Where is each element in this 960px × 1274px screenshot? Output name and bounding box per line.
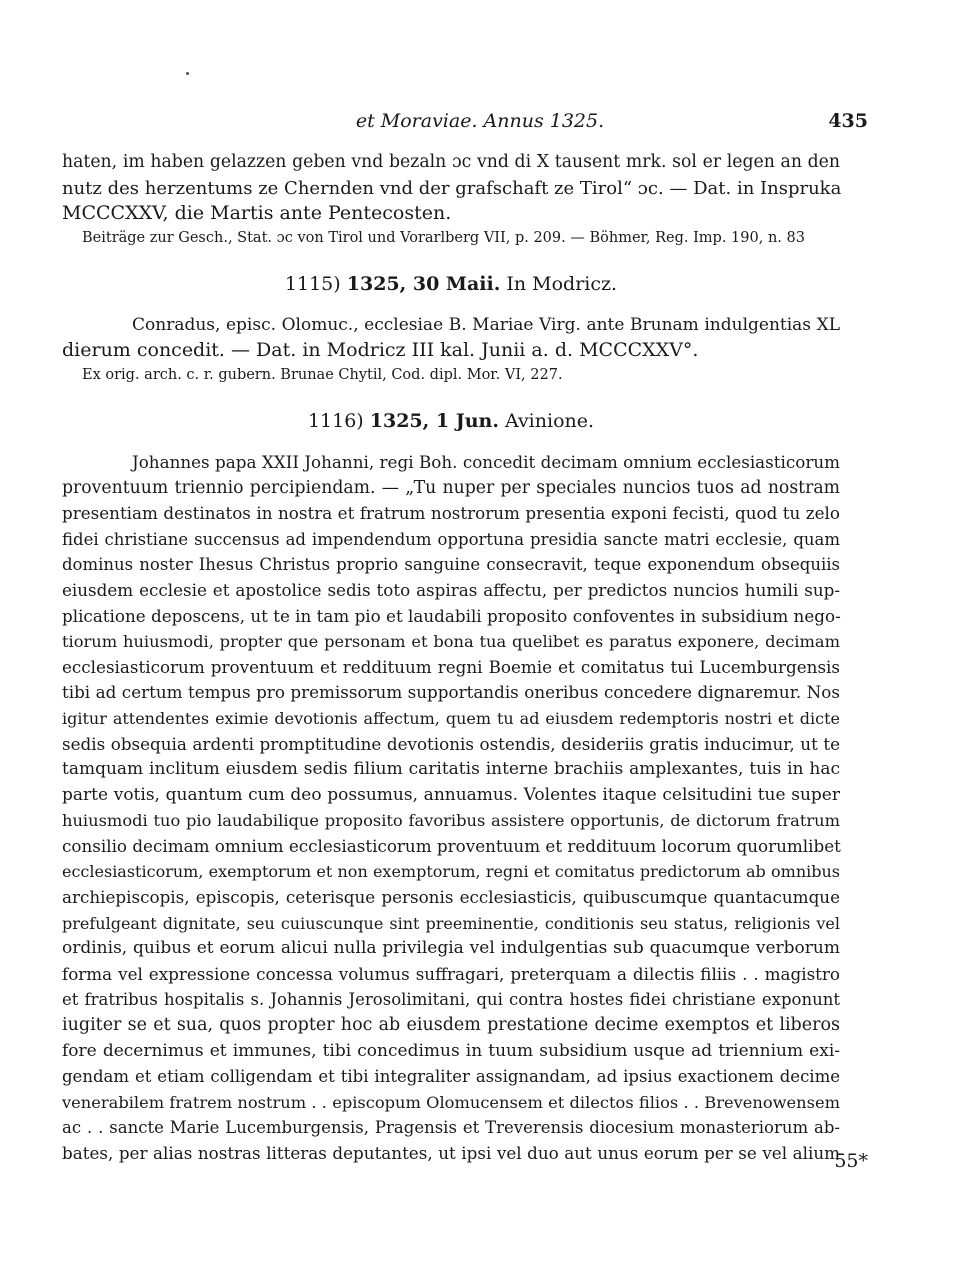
text-line: ecclesiasticorum proventuum et reddituum regni Boemie et comitatus tui Lucemburgensis [62,656,840,677]
continuation-paragraph [62,150,840,227]
doc-date: 1325, 1 Jun. [369,409,499,432]
text-line: ordinis, quibus et eorum alicui nulla privilegia vel indulgentias sub quacumque verborum [62,938,840,959]
doc-place: In Modricz. [506,272,618,295]
doc-date: 1325, 30 Maii. [346,272,501,295]
doc-number: 1116) [307,409,364,432]
text-line: tamquam inclitum eiusdem sedis filium caritatis interne brachiis amplexantes, tuis in hac [62,759,840,780]
doc-number: 1115) [284,272,341,295]
text-line: igitur attendentes eximie devotionis affectum, quem tu ad eiusdem redemptoris nostri et dicte [62,708,840,728]
text-line: ecclesiasticorum, exemptorum et non exemptorum, regni et comitatus predictorum ab omnibus [62,862,840,882]
text-line: MCCCXXV, die Martis ante Pentecosten. [62,202,452,225]
text-line: dierum concedit. — Dat. in Modricz III kal. Junii a. d. MCCCXXV°. [62,339,699,362]
doc-heading-1115 [62,271,840,297]
text-line: bates, per alias nostras litteras deputantes, ut ipsi vel duo aut unus eorum per se vel alium [62,1143,840,1163]
doc-place: Avinione. [505,409,595,432]
text-line: proventuum triennio percipiendam. — „Tu nuper per speciales nuncios tuos ad nostram [62,477,840,498]
text-line: ac . . sancte Marie Lucemburgensis, Pragensis et Treverensis diocesium monasteriorum ab- [62,1118,840,1138]
running-head [0,110,960,140]
speck-mark [186,72,189,75]
text-line: et fratribus hospitalis s. Johannis Jerosolimitani, qui contra hostes fidei christiane exponunt [62,990,840,1010]
text-line: fore decernimus et immunes, tibi concedimus in tuum subsidium usque ad triennium exi- [62,1040,840,1061]
text-line: huiusmodi tuo pio laudabilique proposito favoribus assistere opportunis, de dictorum fratrum [62,811,840,831]
text-line: gendam et etiam colligendam et tibi integraliter assignandam, ad ipsius exactionem decime [62,1067,840,1087]
text-line: eiusdem ecclesie et apostolice sedis toto aspiras affectu, per predictos nuncios humili sup- [62,579,840,600]
text-line: tibi ad certum tempus pro premissorum supportandis oneribus concedere dignaremur. Nos [62,682,840,703]
page-number: 435 [828,110,868,132]
running-head-title: et Moraviae. Annus 1325. [355,110,605,132]
text-line: dominus noster Ihesus Christus proprio sanguine consecravit, teque exponendum obsequiis [62,555,840,575]
text-line: iugiter se et sua, quos propter hoc ab eiusdem prestatione decime exemptos et liberos [62,1015,840,1036]
doc-1116-text [62,450,840,1167]
text-line: nutz des herzentums ze Chernden vnd der grafschaft ze Tirol“ ɔc. — Dat. in Inspruka [62,177,842,199]
source-note: Beiträge zur Gesch., Stat. ɔc von Tirol und Vorarlberg VII, p. 209. — Böhmer, Reg. Imp. 190, n. 83 [82,229,805,246]
text-line: Conradus, episc. Olomuc., ecclesiae B. Mariae Virg. ante Brunam indulgentias XL [132,314,840,335]
text-line: prefulgeant dignitate, seu cuiuscunque sint preeminentie, conditionis seu status, religionis vel [62,913,840,933]
text-line: plicatione deposcens, ut te in tam pio et laudabili proposito confoventes in subsidium nego- [62,605,841,626]
source-note: Ex orig. arch. c. r. gubern. Brunae Chytil, Cod. dipl. Mor. VI, 227. [82,366,563,383]
text-line: venerabilem fratrem nostrum . . episcopum Olomucensem et dilectos filios . . Brevenowensem [62,1092,840,1112]
text-line: forma vel expressione concessa volumus suffragari, preterquam a dilectis filiis . . magistro [62,963,840,984]
text-line: presentiam destinatos in nostra et fratrum nostrorum presentia exponi fecisti, quod tu zelo [62,503,840,524]
page-body [62,150,840,1167]
text-line: archiepiscopis, episcopis, ceterisque personis ecclesiasticis, quibuscumque quantacumque [62,887,840,908]
text-line: sedis obsequia ardenti promptitudine devotionis ostendis, desideriis gratis inducimur, ut te [62,733,840,754]
doc-heading-1116 [62,408,840,434]
text-line: fidei christiane succensus ad impendendum opportuna presidia sancte matri ecclesie, quam [62,529,840,549]
text-line: haten, im haben gelazzen geben vnd bezaln ɔc vnd di X tausent mrk. sol er legen an den [62,152,840,172]
doc-1115-text [62,313,840,364]
text-line: Johannes papa XXII Johanni, regi Boh. concedit decimam omnium ecclesiasticorum [132,451,840,472]
text-line: parte votis, quantum cum deo possumus, annuamus. Volentes itaque celsitudini tue super [62,784,840,805]
text-line: tiorum huiusmodi, propter que personam et bona tua quelibet es paratus exponere, decimam [62,632,840,652]
signature-mark: 55* [834,1150,868,1172]
text-line: consilio decimam omnium ecclesiasticorum proventuum et reddituum locorum quorumlibet [62,835,841,856]
